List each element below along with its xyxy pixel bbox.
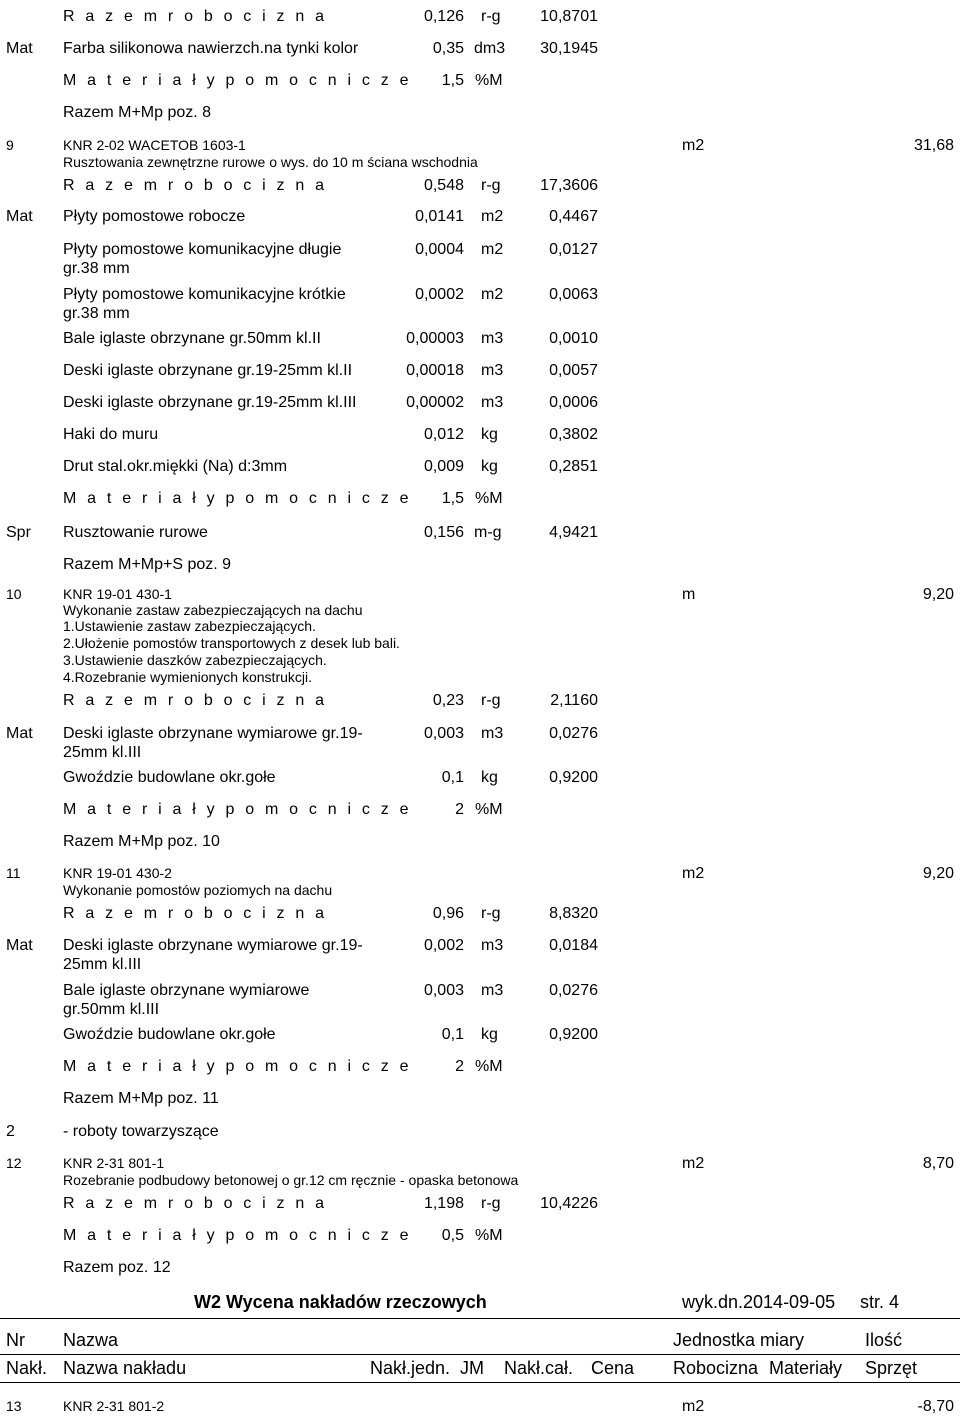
material-norm: 0,1	[441, 1026, 464, 1043]
equipment-cost: 4,9421	[549, 524, 598, 541]
report-date: wyk.dn.2014-09-05	[682, 1292, 836, 1312]
material-unit: m2	[481, 286, 504, 303]
column-header-nr: Nr	[6, 1330, 25, 1350]
resource-type: Mat	[6, 40, 33, 57]
material-unit: m3	[481, 330, 504, 347]
section-number: 2	[6, 1123, 15, 1140]
aux-materials-norm: 2	[455, 801, 464, 818]
material-unit: m3	[481, 362, 504, 379]
aux-materials-label: M a t e r i a ł y p o m o c n i c z e	[63, 1227, 412, 1244]
position-unit: m2	[682, 865, 705, 882]
material-name: Deski iglaste obrzynane gr.19-25mm kl.II	[63, 362, 353, 379]
aux-materials-label: M a t e r i a ł y p o m o c n i c z e	[63, 490, 412, 507]
material-norm: 0,012	[423, 426, 464, 443]
aux-materials-label: M a t e r i a ł y p o m o c n i c z e	[63, 801, 412, 818]
material-unit: kg	[481, 458, 498, 475]
labor-norm: 0,548	[423, 177, 464, 194]
material-norm: 0,00003	[406, 330, 464, 347]
position-quantity: 9,20	[922, 586, 954, 603]
material-name: Bale iglaste obrzynane wymiarowe	[63, 982, 310, 999]
material-unit: kg	[481, 769, 498, 786]
aux-materials-label: M a t e r i a ł y p o m o c n i c z e	[63, 72, 412, 89]
position-code: KNR 2-31 801-1	[63, 1155, 165, 1171]
position-quantity: 31,68	[913, 137, 954, 154]
position-unit: m2	[682, 137, 705, 154]
material-cost: 0,0184	[549, 937, 598, 954]
aux-materials-unit: %M	[475, 801, 503, 818]
material-cost: 0,9200	[549, 1026, 598, 1043]
labor-norm: 0,23	[432, 692, 464, 709]
aux-materials-norm: 1,5	[441, 72, 464, 89]
column-header-total-expenditure: Nakł.cał.	[504, 1358, 574, 1378]
material-norm: 0,003	[423, 725, 464, 742]
material-name: Bale iglaste obrzynane gr.50mm kl.II	[63, 330, 321, 347]
material-cost: 0,0063	[549, 286, 598, 303]
position-code: KNR 19-01 430-2	[63, 865, 172, 881]
position-sum: Razem M+Mp poz. 8	[63, 104, 212, 121]
resource-type: Spr	[6, 524, 31, 541]
equipment-name: Rusztowanie rurowe	[63, 524, 208, 541]
material-norm: 0,0141	[415, 208, 464, 225]
position-code: KNR 2-02 WACETOB 1603-1	[63, 137, 246, 153]
labor-unit: r-g	[481, 692, 501, 709]
material-name-cont: gr.38 mm	[63, 305, 130, 322]
resource-type: Mat	[6, 208, 33, 225]
labor-label: R a z e m r o b o c i z n a	[63, 905, 328, 922]
labor-label: R a z e m r o b o c i z n a	[63, 1195, 328, 1212]
material-name: Płyty pomostowe komunikacyjne krótkie	[63, 286, 346, 303]
position-description: Rusztowania zewnętrzne rurowe o wys. do 10 m ściana wschodnia	[63, 154, 478, 170]
report-title: W2 Wycena nakładów rzeczowych	[194, 1292, 487, 1312]
position-sum: Razem poz. 12	[63, 1259, 171, 1276]
column-header-expenditure: Nakł.	[6, 1358, 48, 1378]
column-header-materials: Materiały	[769, 1358, 843, 1378]
column-header-equipment: Sprzęt	[865, 1358, 918, 1378]
labor-cost: 17,3606	[540, 177, 598, 194]
labor-label: R a z e m r o b o c i z n a	[63, 177, 328, 194]
labor-cost: 10,8701	[540, 8, 598, 25]
material-norm: 0,003	[423, 982, 464, 999]
position-number: 9	[6, 137, 14, 153]
position-sum: Razem M+Mp+S poz. 9	[63, 556, 232, 573]
position-unit: m	[682, 586, 696, 603]
position-description: 1.Ustawienie zastaw zabezpieczających.	[63, 618, 316, 634]
material-name: Deski iglaste obrzynane gr.19-25mm kl.III	[63, 394, 357, 411]
position-description: Wykonanie pomostów poziomych na dachu	[63, 882, 333, 898]
labor-norm: 0,96	[432, 905, 464, 922]
material-cost: 0,4467	[549, 208, 598, 225]
material-cost: 0,0276	[549, 982, 598, 999]
column-header-unit-expenditure: Nakł.jedn.	[370, 1358, 451, 1378]
material-norm: 0,1	[441, 769, 464, 786]
material-unit: dm3	[474, 40, 506, 57]
header-divider-top	[0, 1318, 960, 1319]
position-number: 12	[6, 1155, 22, 1171]
column-header-jm: JM	[460, 1358, 484, 1378]
material-norm: 0,002	[423, 937, 464, 954]
labor-label: R a z e m r o b o c i z n a	[63, 692, 328, 709]
material-name: Farba silikonowa nawierzch.na tynki kolor	[63, 40, 359, 57]
material-norm: 0,35	[432, 40, 464, 57]
material-unit: m2	[481, 241, 504, 258]
material-name: Płyty pomostowe komunikacyjne długie	[63, 241, 342, 258]
aux-materials-unit: %M	[475, 1227, 503, 1244]
material-unit: m3	[481, 982, 504, 999]
resource-type: Mat	[6, 937, 33, 954]
material-cost: 0,0127	[549, 241, 598, 258]
material-name-cont: 25mm kl.III	[63, 956, 142, 973]
material-name-cont: 25mm kl.III	[63, 744, 142, 761]
material-unit: m3	[481, 394, 504, 411]
labor-unit: r-g	[481, 8, 501, 25]
aux-materials-norm: 2	[455, 1058, 464, 1075]
position-number: 11	[6, 865, 21, 881]
position-unit: m2	[682, 1398, 705, 1415]
position-number: 13	[6, 1398, 22, 1414]
position-description: Rozebranie podbudowy betonowej o gr.12 cm ręcznie - opaska betonowa	[63, 1172, 519, 1188]
material-norm: 0,009	[423, 458, 464, 475]
position-description: 3.Ustawienie daszków zabezpieczających.	[63, 652, 327, 668]
labor-label: R a z e m r o b o c i z n a	[63, 8, 328, 25]
material-unit: kg	[481, 1026, 498, 1043]
material-name: Gwoździe budowlane okr.gołe	[63, 1026, 276, 1043]
material-norm: 0,0002	[415, 286, 464, 303]
column-header-quantity: Ilość	[865, 1330, 903, 1350]
section-title: - roboty towarzyszące	[63, 1123, 219, 1140]
aux-materials-unit: %M	[475, 72, 503, 89]
material-unit: kg	[481, 426, 498, 443]
material-cost: 0,9200	[549, 769, 598, 786]
material-name-cont: gr.38 mm	[63, 260, 130, 277]
material-cost: 0,3802	[549, 426, 598, 443]
position-code: KNR 2-31 801-2	[63, 1398, 165, 1414]
aux-materials-unit: %M	[475, 1058, 503, 1075]
labor-unit: r-g	[481, 1195, 501, 1212]
material-name: Deski iglaste obrzynane wymiarowe gr.19-	[63, 937, 363, 954]
aux-materials-unit: %M	[475, 490, 503, 507]
labor-unit: r-g	[481, 177, 501, 194]
material-norm: 0,00018	[406, 362, 464, 379]
position-quantity: 9,20	[922, 865, 954, 882]
aux-materials-norm: 0,5	[441, 1227, 464, 1244]
material-cost: 0,0006	[549, 394, 598, 411]
labor-norm: 0,126	[423, 8, 464, 25]
position-number: 10	[6, 586, 22, 602]
position-sum: Razem M+Mp poz. 11	[63, 1090, 219, 1107]
material-name: Haki do muru	[63, 426, 159, 443]
labor-norm: 1,198	[423, 1195, 464, 1212]
position-description: 2.Ułożenie pomostów transportowych z desek lub bali.	[63, 635, 400, 651]
position-unit: m2	[682, 1155, 705, 1172]
equipment-norm: 0,156	[423, 524, 464, 541]
labor-cost: 8,8320	[549, 905, 598, 922]
material-name: Gwoździe budowlane okr.gołe	[63, 769, 276, 786]
material-cost: 0,2851	[549, 458, 598, 475]
position-description: Wykonanie zastaw zabezpieczających na dachu	[63, 602, 363, 618]
material-name: Płyty pomostowe robocze	[63, 208, 246, 225]
labor-unit: r-g	[481, 905, 501, 922]
position-code: KNR 19-01 430-1	[63, 586, 172, 602]
aux-materials-norm: 1,5	[441, 490, 464, 507]
column-header-name: Nazwa	[63, 1330, 119, 1350]
material-norm: 0,00002	[406, 394, 464, 411]
header-divider-mid	[0, 1354, 960, 1355]
material-cost: 0,0010	[549, 330, 598, 347]
position-quantity: -8,70	[917, 1398, 954, 1415]
material-unit: m2	[481, 208, 504, 225]
material-unit: m3	[481, 725, 504, 742]
material-cost: 0,0276	[549, 725, 598, 742]
column-header-expenditure-name: Nazwa nakładu	[63, 1358, 187, 1378]
labor-cost: 2,1160	[550, 692, 598, 709]
column-header-price: Cena	[591, 1358, 635, 1378]
position-description: 4.Rozebranie wymienionych konstrukcji.	[63, 669, 312, 685]
column-header-labor: Robocizna	[673, 1358, 759, 1378]
position-sum: Razem M+Mp poz. 10	[63, 833, 220, 850]
position-quantity: 8,70	[922, 1155, 954, 1172]
material-name-cont: gr.50mm kl.III	[63, 1001, 160, 1018]
material-norm: 0,0004	[415, 241, 464, 258]
labor-cost: 10,4226	[540, 1195, 598, 1212]
material-unit: m3	[481, 937, 504, 954]
material-name: Deski iglaste obrzynane wymiarowe gr.19-	[63, 725, 363, 742]
page-number: str. 4	[860, 1292, 900, 1312]
resource-type: Mat	[6, 725, 33, 742]
material-cost: 30,1945	[540, 40, 598, 57]
equipment-unit: m-g	[474, 524, 502, 541]
column-header-unit: Jednostka miary	[673, 1330, 805, 1350]
material-cost: 0,0057	[549, 362, 598, 379]
material-name: Drut stal.okr.miękki (Na) d:3mm	[63, 458, 288, 475]
aux-materials-label: M a t e r i a ł y p o m o c n i c z e	[63, 1058, 412, 1075]
header-divider-bottom	[0, 1382, 960, 1383]
